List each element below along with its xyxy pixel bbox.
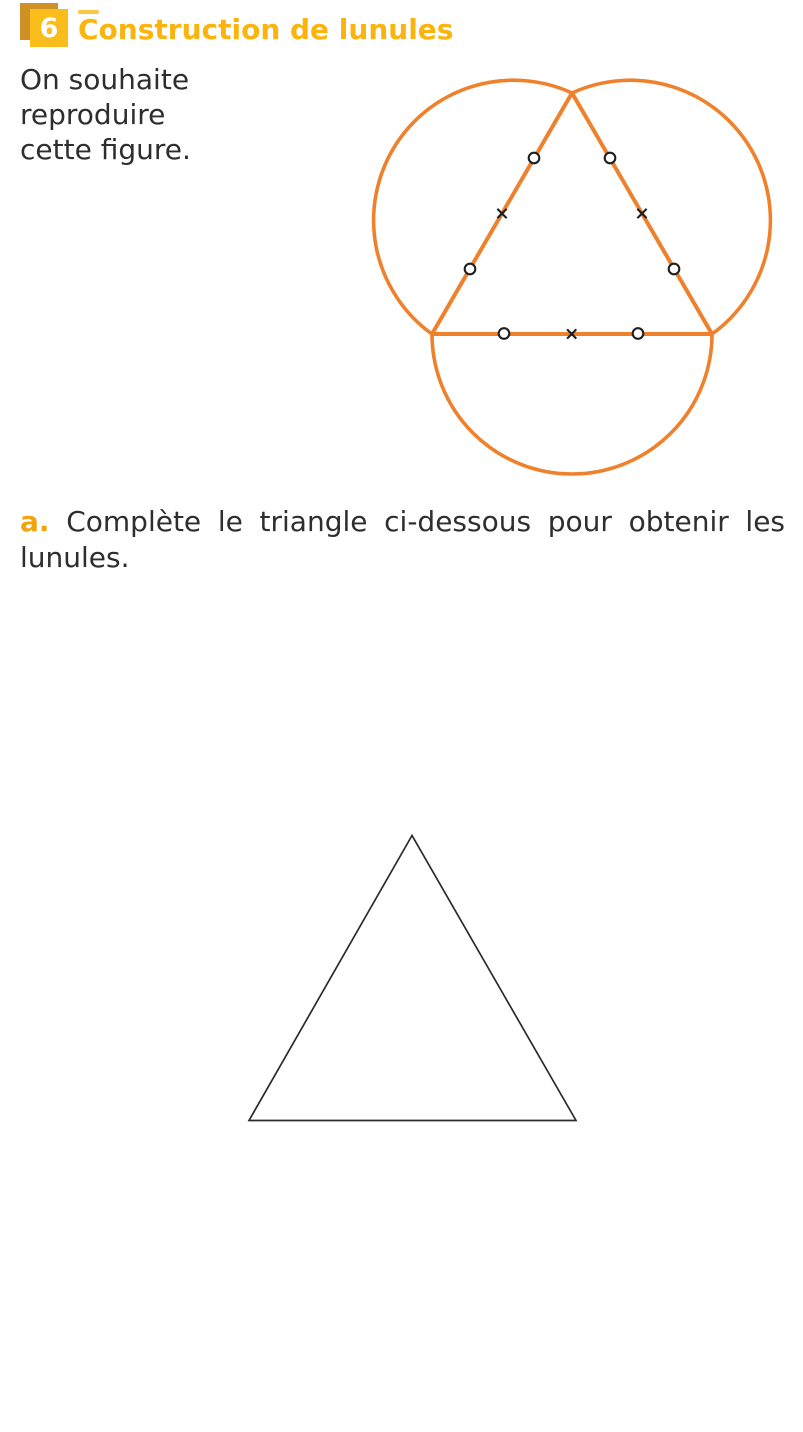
point-mark-circle <box>499 328 510 339</box>
task-a-line2: lunules. <box>20 540 130 574</box>
task-a-text: Complète le triangle ci-dessous pour obtenir les <box>66 505 786 538</box>
figure-semicircle-right <box>572 80 770 334</box>
point-mark-circle <box>633 328 644 339</box>
construction-marks <box>465 153 680 339</box>
lunules-orange-lines <box>374 80 771 474</box>
exercise-title: Construction de lunules <box>78 13 454 46</box>
intro-text <box>20 62 340 167</box>
point-mark-circle <box>669 264 680 275</box>
point-mark-circle <box>465 264 476 275</box>
intro-line: On souhaite <box>20 63 190 96</box>
point-mark-circle <box>529 153 540 164</box>
lunules-figure <box>356 67 788 480</box>
task-a <box>20 504 785 575</box>
blank-triangle <box>249 836 576 1121</box>
figure-semicircle-left <box>374 80 572 334</box>
figure-semicircle-bottom <box>432 334 712 474</box>
exercise-number-badge <box>20 3 70 47</box>
blank-triangle-figure <box>242 828 585 1129</box>
task-a-line1 <box>20 504 785 540</box>
exercise-number: 6 <box>39 12 59 44</box>
intro-line: reproduire <box>20 98 166 131</box>
figure-triangle <box>432 93 712 334</box>
badge-number <box>30 9 68 47</box>
intro-line: cette figure. <box>20 133 191 166</box>
task-a-label: a. <box>20 505 50 538</box>
point-mark-circle <box>605 153 616 164</box>
